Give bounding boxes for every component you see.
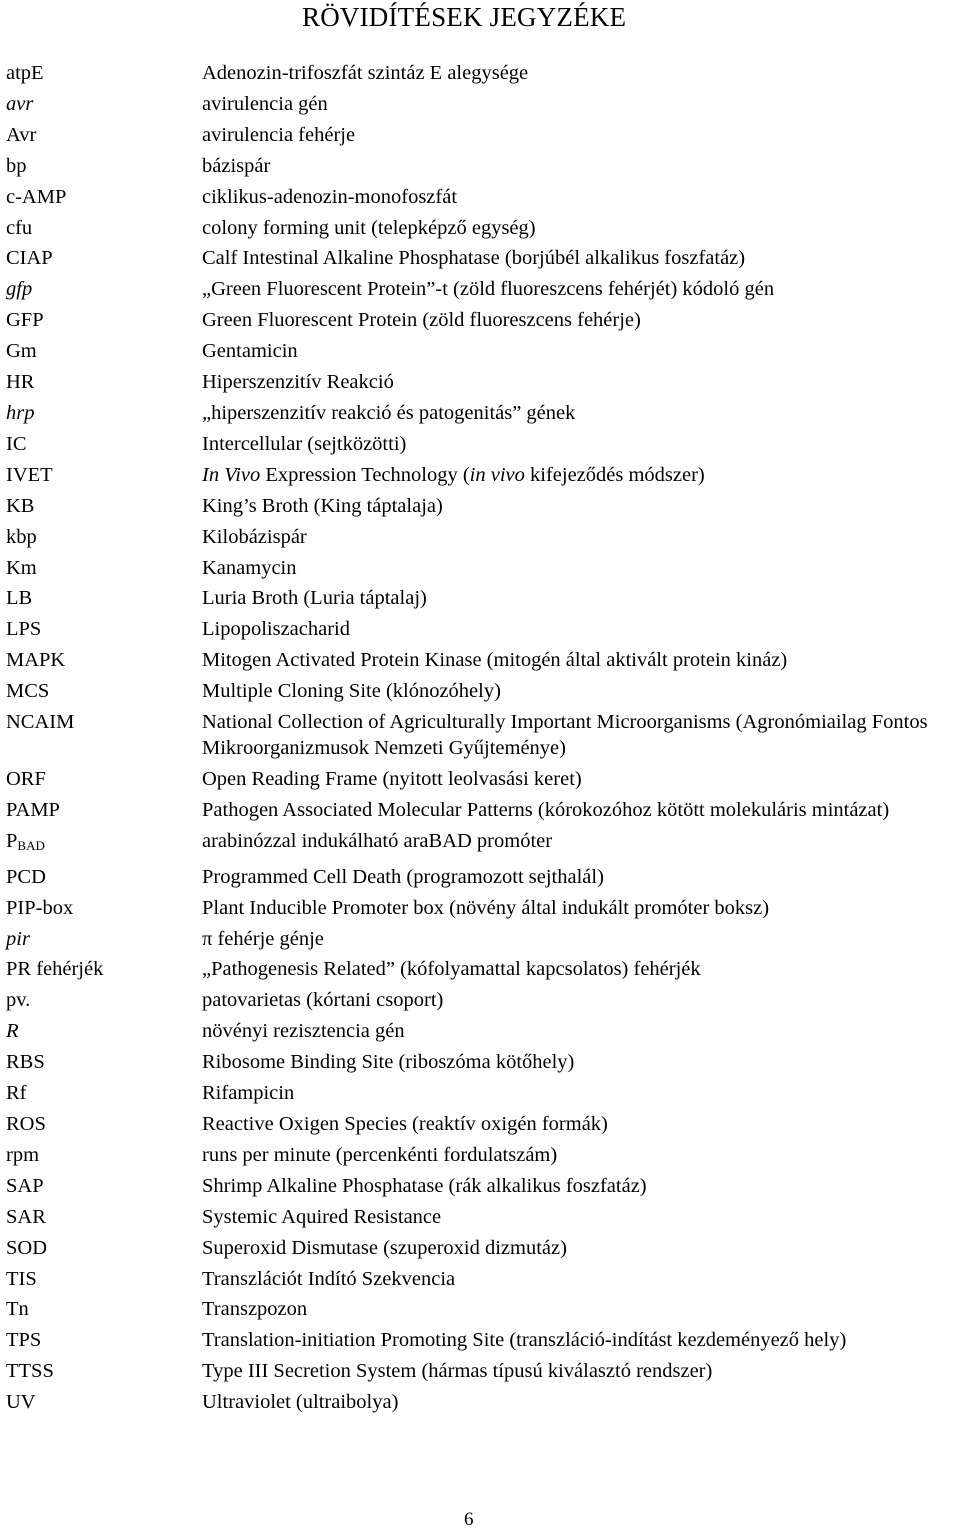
- definition: π fehérje génje: [202, 927, 324, 950]
- definition: [202, 460, 960, 491]
- abbreviation: TTSS: [6, 1360, 54, 1383]
- abbreviation: R: [6, 1020, 19, 1043]
- list-item: [6, 1233, 960, 1264]
- abbreviation: [6, 826, 202, 862]
- abbreviation-list: [6, 58, 960, 1418]
- definition: „Green Fluorescent Protein”-t (zöld fluoreszcens fehérjét) kódoló gén: [202, 278, 775, 301]
- list-item: [6, 1016, 960, 1047]
- abbreviation: IVET: [6, 463, 53, 486]
- abbreviation: ROS: [6, 1113, 46, 1135]
- list-item: [6, 645, 960, 676]
- list-item: [6, 367, 960, 398]
- definition: Superoxid Dismutase (szuperoxid dizmutáz): [202, 1236, 567, 1259]
- abbreviation: bp: [6, 154, 27, 177]
- abbreviation: NCAIM: [6, 711, 75, 734]
- list-item: [6, 58, 960, 89]
- page-number: 6: [464, 1509, 474, 1530]
- definition: patovarietas (kórtani csoport): [202, 989, 444, 1012]
- abbreviation: Km: [6, 556, 37, 579]
- abbreviation: kbp: [6, 525, 37, 548]
- abbreviation: Avr: [6, 123, 37, 146]
- list-item: [6, 826, 960, 862]
- abbreviation: TIS: [6, 1267, 37, 1290]
- definition: Systemic Aquired Resistance: [202, 1205, 442, 1228]
- definition: Type III Secretion System (hármas típusú kiválasztó rendszer): [202, 1360, 713, 1383]
- definition: Ribosome Binding Site (riboszóma kötőhely): [202, 1051, 575, 1074]
- abbreviation: ORF: [6, 768, 46, 791]
- list-item: [6, 1294, 960, 1325]
- list-item: [6, 522, 960, 553]
- list-item: [6, 924, 960, 955]
- abbreviation: GFP: [6, 309, 44, 332]
- definition: ciklikus-adenozin-monofoszfát: [202, 185, 458, 208]
- list-item: [6, 1171, 960, 1202]
- list-item: [6, 491, 960, 522]
- list-item: [6, 89, 960, 120]
- abbreviation: UV: [6, 1391, 36, 1414]
- list-item: [6, 764, 960, 795]
- list-item: [6, 1387, 960, 1418]
- list-item: [6, 553, 960, 584]
- list-item: [6, 1047, 960, 1078]
- abbreviation: rpm: [6, 1143, 40, 1166]
- abbreviation: c-AMP: [6, 185, 67, 208]
- list-item: [6, 398, 960, 429]
- abbreviation: SOD: [6, 1236, 48, 1259]
- list-item: [6, 151, 960, 182]
- abbreviation: IC: [6, 432, 27, 455]
- definition: növényi rezisztencia gén: [202, 1020, 405, 1043]
- definition: runs per minute (percenkénti fordulatszám): [202, 1143, 558, 1166]
- abbreviation: PIP-box: [6, 896, 74, 919]
- abbreviation: HR: [6, 371, 35, 394]
- list-item: [6, 1202, 960, 1233]
- abbreviation: atpE: [6, 62, 44, 84]
- definition: King’s Broth (King táptalaja): [202, 494, 443, 517]
- list-item: [6, 1140, 960, 1171]
- definition: avirulencia fehérje: [202, 123, 356, 146]
- list-item: [6, 1109, 960, 1140]
- definition-italic: In Vivo: [202, 463, 261, 486]
- definition: Plant Inducible Promoter box (növény által indukált promóter boksz): [202, 896, 770, 919]
- abbreviation: Rf: [6, 1082, 27, 1105]
- abbreviation: pv.: [6, 989, 31, 1012]
- definition: Programmed Cell Death (programozott sejthalál): [202, 865, 604, 888]
- definition: Transzlációt Indító Szekvencia: [202, 1267, 456, 1290]
- definition: Luria Broth (Luria táptalaj): [202, 587, 427, 610]
- abbreviation: MCS: [6, 680, 50, 703]
- abbreviation: PR fehérjék: [6, 958, 104, 981]
- abbreviation: Tn: [6, 1298, 29, 1321]
- list-item: [6, 707, 960, 764]
- definition: Green Fluorescent Protein (zöld fluoreszcens fehérje): [202, 309, 641, 332]
- definition: Rifampicin: [202, 1082, 295, 1105]
- abbreviation: hrp: [6, 401, 35, 424]
- definition: „hiperszenzitív reakció és patogenitás” gének: [202, 401, 576, 424]
- definition: arabinózzal indukálható araBAD promóter: [202, 829, 553, 852]
- abbreviation: SAR: [6, 1205, 46, 1228]
- abbreviation: pir: [6, 927, 30, 950]
- definition: bázispár: [202, 154, 271, 177]
- abbreviation: PAMP: [6, 798, 60, 821]
- list-item: [6, 429, 960, 460]
- list-item: [6, 614, 960, 645]
- list-item: [6, 1078, 960, 1109]
- abbreviation: cfu: [6, 216, 33, 239]
- list-item: [6, 336, 960, 367]
- list-item: [6, 583, 960, 614]
- list-item: [6, 1264, 960, 1295]
- abbreviation: LPS: [6, 618, 42, 641]
- abbreviation-subscript: BAD: [17, 837, 45, 853]
- list-item: [6, 305, 960, 336]
- definition: National Collection of Agriculturally Important Microorganisms (Agronómiailag Fontos Mikroorganizmusok Nemzeti Gyűjteménye): [202, 711, 928, 760]
- list-item: [6, 182, 960, 213]
- page-title: RÖVIDÍTÉSEK JEGYZÉKE: [302, 2, 627, 32]
- abbreviation: LB: [6, 587, 33, 610]
- definition: Reactive Oxigen Species (reaktív oxigén formák): [202, 1113, 608, 1135]
- list-item: [6, 243, 960, 274]
- abbreviation: TPS: [6, 1329, 42, 1352]
- abbreviation: SAP: [6, 1174, 44, 1197]
- definition: Translation-initiation Promoting Site (transzláció-indítást kezdeményező hely): [202, 1329, 847, 1352]
- definition: Intercellular (sejtközötti): [202, 432, 407, 455]
- definition: Kanamycin: [202, 556, 297, 579]
- definition: Transzpozon: [202, 1298, 308, 1321]
- abbreviation: MAPK: [6, 649, 66, 672]
- abbreviation: PCD: [6, 865, 46, 888]
- definition: Kilobázispár: [202, 525, 307, 548]
- definition: Pathogen Associated Molecular Patterns (kórokozóhoz kötött molekuláris mintázat): [202, 798, 890, 821]
- definition-italic: in vivo: [469, 463, 525, 486]
- definition: Shrimp Alkaline Phosphatase (rák alkalikus foszfatáz): [202, 1174, 647, 1197]
- abbreviation-main: P: [6, 829, 18, 852]
- list-item: [6, 460, 960, 491]
- definition: colony forming unit (telepképző egység): [202, 216, 536, 239]
- definition: avirulencia gén: [202, 92, 328, 115]
- list-item: [6, 676, 960, 707]
- list-item: [6, 893, 960, 924]
- definition: Open Reading Frame (nyitott leolvasási keret): [202, 768, 582, 791]
- definition: Mitogen Activated Protein Kinase (mitogén által aktivált protein kináz): [202, 649, 788, 672]
- definition: Calf Intestinal Alkaline Phosphatase (borjúbél alkalikus foszfatáz): [202, 247, 746, 270]
- list-item: [6, 1325, 960, 1356]
- list-item: [6, 213, 960, 244]
- list-item: [6, 954, 960, 985]
- definition: Adenozin-trifoszfát szintáz E alegysége: [202, 62, 529, 84]
- list-item: [6, 862, 960, 893]
- definition-text: Expression Technology (: [260, 463, 470, 486]
- abbreviation: avr: [6, 92, 34, 115]
- definition: Ultraviolet (ultraibolya): [202, 1391, 399, 1414]
- definition: Gentamicin: [202, 340, 298, 363]
- list-item: [6, 120, 960, 151]
- abbreviation: RBS: [6, 1051, 45, 1074]
- definition: Lipopoliszacharid: [202, 618, 351, 641]
- definition: Multiple Cloning Site (klónozóhely): [202, 680, 501, 703]
- abbreviation: KB: [6, 494, 35, 517]
- list-item: [6, 985, 960, 1016]
- abbreviation: Gm: [6, 340, 37, 363]
- definition-text: kifejeződés módszer): [524, 463, 705, 486]
- definition: „Pathogenesis Related” (kófolyamattal kapcsolatos) fehérjék: [202, 958, 701, 981]
- list-item: [6, 274, 960, 305]
- definition: Hiperszenzitív Reakció: [202, 371, 394, 394]
- list-item: [6, 1356, 960, 1387]
- abbreviation: CIAP: [6, 247, 53, 270]
- abbreviation: gfp: [6, 278, 33, 301]
- list-item: [6, 795, 960, 826]
